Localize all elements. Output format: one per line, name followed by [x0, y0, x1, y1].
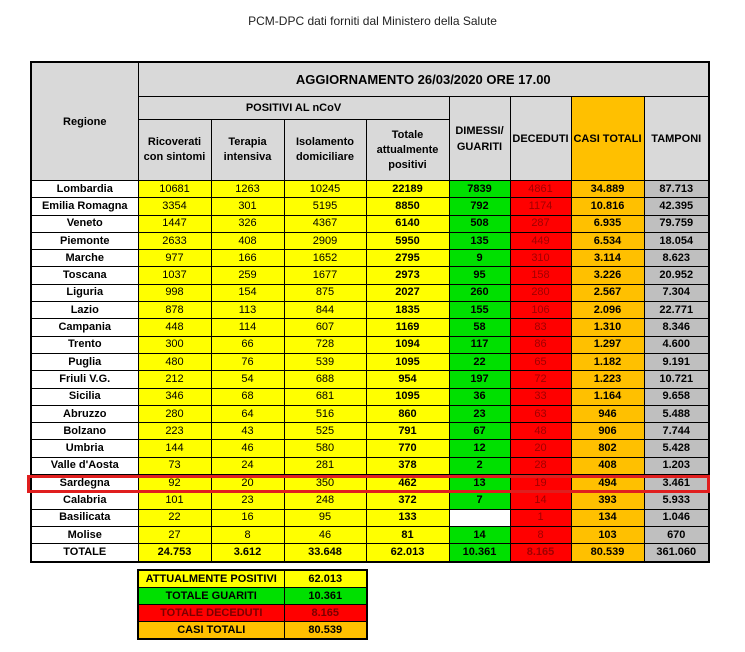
terapia-value: 326 — [211, 215, 284, 232]
terapia-value: 301 — [211, 198, 284, 215]
terapia-value: 3.612 — [211, 544, 284, 562]
header-terapia: Terapia intensiva — [211, 120, 284, 181]
casi-totali-value: 946 — [571, 405, 644, 422]
deceduti-value: 4861 — [510, 181, 571, 198]
tamponi-value: 42.395 — [644, 198, 709, 215]
terapia-value: 24 — [211, 457, 284, 474]
isolamento-value: 580 — [284, 440, 366, 457]
totale-positivi-value: 1095 — [366, 353, 449, 370]
deceduti-value: 287 — [510, 215, 571, 232]
casi-totali-value: 10.816 — [571, 198, 644, 215]
dimessi-value: 12 — [449, 440, 510, 457]
isolamento-value: 688 — [284, 371, 366, 388]
deceduti-value: 63 — [510, 405, 571, 422]
deceduti-value: 8.165 — [510, 544, 571, 562]
isolamento-value: 844 — [284, 302, 366, 319]
region-name: Sicilia — [31, 388, 138, 405]
region-name: Basilicata — [31, 509, 138, 526]
ricoverati-value: 2633 — [138, 232, 211, 249]
casi-totali-value: 408 — [571, 457, 644, 474]
terapia-value: 113 — [211, 302, 284, 319]
isolamento-value: 46 — [284, 526, 366, 543]
header-deceduti: DECEDUTI — [510, 97, 571, 181]
isolamento-value: 10245 — [284, 181, 366, 198]
header-totale-positivi: Totale attualmente positivi — [366, 120, 449, 181]
summary-row — [138, 622, 367, 640]
summary-label: ATTUALMENTE POSITIVI — [138, 570, 284, 588]
dimessi-value: 155 — [449, 302, 510, 319]
deceduti-value: 28 — [510, 457, 571, 474]
totale-positivi-value: 372 — [366, 492, 449, 509]
ricoverati-value: 1447 — [138, 215, 211, 232]
deceduti-value: 106 — [510, 302, 571, 319]
ricoverati-value: 22 — [138, 509, 211, 526]
casi-totali-value: 34.889 — [571, 181, 644, 198]
ricoverati-value: 448 — [138, 319, 211, 336]
terapia-value: 20 — [211, 475, 284, 492]
ricoverati-value: 977 — [138, 250, 211, 267]
ricoverati-value: 1037 — [138, 267, 211, 284]
regional-data-table — [30, 61, 710, 563]
tamponi-value: 670 — [644, 526, 709, 543]
totale-positivi-value: 2795 — [366, 250, 449, 267]
isolamento-value: 1677 — [284, 267, 366, 284]
isolamento-value: 281 — [284, 457, 366, 474]
table-row — [31, 215, 709, 232]
table-row — [31, 250, 709, 267]
summary-row — [138, 570, 367, 588]
ricoverati-value: 998 — [138, 284, 211, 301]
tamponi-value: 5.933 — [644, 492, 709, 509]
ricoverati-value: 480 — [138, 353, 211, 370]
dimessi-value: 7 — [449, 492, 510, 509]
tamponi-value: 87.713 — [644, 181, 709, 198]
tamponi-value: 9.191 — [644, 353, 709, 370]
header-regione: Regione — [31, 62, 138, 181]
ricoverati-value: 92 — [138, 475, 211, 492]
isolamento-value: 728 — [284, 336, 366, 353]
totale-positivi-value: 22189 — [366, 181, 449, 198]
summary-row — [138, 588, 367, 605]
isolamento-value: 525 — [284, 423, 366, 440]
totale-positivi-value: 791 — [366, 423, 449, 440]
table-row — [31, 440, 709, 457]
tamponi-value: 20.952 — [644, 267, 709, 284]
isolamento-value: 875 — [284, 284, 366, 301]
tamponi-value: 79.759 — [644, 215, 709, 232]
ricoverati-value: 144 — [138, 440, 211, 457]
header-update: AGGIORNAMENTO 26/03/2020 ORE 17.00 — [138, 62, 709, 97]
ricoverati-value: 300 — [138, 336, 211, 353]
table-row — [31, 423, 709, 440]
totals-row — [31, 544, 709, 562]
dimessi-value: 7839 — [449, 181, 510, 198]
deceduti-value: 8 — [510, 526, 571, 543]
totale-positivi-value: 462 — [366, 475, 449, 492]
region-name: Friuli V.G. — [31, 371, 138, 388]
dimessi-value: 13 — [449, 475, 510, 492]
summary-value: 8.165 — [284, 605, 367, 622]
region-name: Puglia — [31, 353, 138, 370]
header-positivi: POSITIVI AL nCoV — [138, 97, 449, 120]
totale-positivi-value: 1095 — [366, 388, 449, 405]
table-row — [31, 353, 709, 370]
summary-value: 10.361 — [284, 588, 367, 605]
table-row — [31, 526, 709, 543]
dimessi-value: 95 — [449, 267, 510, 284]
isolamento-value: 681 — [284, 388, 366, 405]
casi-totali-value: 6.534 — [571, 232, 644, 249]
casi-totali-value: 1.297 — [571, 336, 644, 353]
terapia-value: 23 — [211, 492, 284, 509]
totale-positivi-value: 5950 — [366, 232, 449, 249]
region-name: Toscana — [31, 267, 138, 284]
tamponi-value: 1.203 — [644, 457, 709, 474]
casi-totali-value: 2.096 — [571, 302, 644, 319]
deceduti-value: 1 — [510, 509, 571, 526]
ricoverati-value: 27 — [138, 526, 211, 543]
ricoverati-value: 73 — [138, 457, 211, 474]
tamponi-value: 5.428 — [644, 440, 709, 457]
totale-positivi-value: 860 — [366, 405, 449, 422]
header-ricoverati: Ricoverati con sintomi — [138, 120, 211, 181]
totale-positivi-value: 62.013 — [366, 544, 449, 562]
ricoverati-value: 24.753 — [138, 544, 211, 562]
casi-totali-value: 3.226 — [571, 267, 644, 284]
casi-totali-value: 134 — [571, 509, 644, 526]
summary-value: 62.013 — [284, 570, 367, 588]
isolamento-value: 2909 — [284, 232, 366, 249]
table-row — [31, 267, 709, 284]
tamponi-value: 4.600 — [644, 336, 709, 353]
header-isolamento: Isolamento domiciliare — [284, 120, 366, 181]
region-name: Valle d'Aosta — [31, 457, 138, 474]
header-casi-totali: CASI TOTALI — [571, 97, 644, 181]
terapia-value: 1263 — [211, 181, 284, 198]
table-row — [31, 475, 709, 492]
table-row — [31, 457, 709, 474]
casi-totali-value: 494 — [571, 475, 644, 492]
ricoverati-value: 223 — [138, 423, 211, 440]
casi-totali-value: 1.223 — [571, 371, 644, 388]
terapia-value: 114 — [211, 319, 284, 336]
deceduti-value: 14 — [510, 492, 571, 509]
tamponi-value: 361.060 — [644, 544, 709, 562]
casi-totali-value: 103 — [571, 526, 644, 543]
casi-totali-value: 6.935 — [571, 215, 644, 232]
casi-totali-value: 1.310 — [571, 319, 644, 336]
region-name: Lombardia — [31, 181, 138, 198]
dimessi-value: 792 — [449, 198, 510, 215]
table-row — [31, 405, 709, 422]
casi-totali-value: 3.114 — [571, 250, 644, 267]
summary-label: TOTALE GUARITI — [138, 588, 284, 605]
totale-positivi-value: 81 — [366, 526, 449, 543]
ricoverati-value: 346 — [138, 388, 211, 405]
dimessi-value: 14 — [449, 526, 510, 543]
ricoverati-value: 212 — [138, 371, 211, 388]
terapia-value: 259 — [211, 267, 284, 284]
dimessi-value: 135 — [449, 232, 510, 249]
dimessi-value: 2 — [449, 457, 510, 474]
deceduti-value: 19 — [510, 475, 571, 492]
page-title: PCM-DPC dati forniti dal Ministero della Salute — [248, 14, 497, 28]
dimessi-value: 58 — [449, 319, 510, 336]
region-name: TOTALE — [31, 544, 138, 562]
isolamento-value: 95 — [284, 509, 366, 526]
dimessi-value: 10.361 — [449, 544, 510, 562]
dimessi-value: 22 — [449, 353, 510, 370]
table-row — [31, 232, 709, 249]
region-name: Liguria — [31, 284, 138, 301]
deceduti-value: 83 — [510, 319, 571, 336]
table-row — [31, 302, 709, 319]
tamponi-value: 8.346 — [644, 319, 709, 336]
terapia-value: 66 — [211, 336, 284, 353]
terapia-value: 54 — [211, 371, 284, 388]
header-tamponi: TAMPONI — [644, 97, 709, 181]
terapia-value: 76 — [211, 353, 284, 370]
table-row — [31, 492, 709, 509]
tamponi-value: 7.304 — [644, 284, 709, 301]
casi-totali-value: 393 — [571, 492, 644, 509]
summary-label: TOTALE DECEDUTI — [138, 605, 284, 622]
terapia-value: 166 — [211, 250, 284, 267]
region-name: Campania — [31, 319, 138, 336]
region-name: Molise — [31, 526, 138, 543]
table-row — [31, 371, 709, 388]
tamponi-value: 5.488 — [644, 405, 709, 422]
table-row — [31, 284, 709, 301]
totale-positivi-value: 2973 — [366, 267, 449, 284]
region-name: Marche — [31, 250, 138, 267]
region-name: Sardegna — [31, 475, 138, 492]
deceduti-value: 158 — [510, 267, 571, 284]
totale-positivi-value: 1094 — [366, 336, 449, 353]
region-name: Trento — [31, 336, 138, 353]
summary-label: CASI TOTALI — [138, 622, 284, 640]
deceduti-value: 449 — [510, 232, 571, 249]
casi-totali-value: 1.164 — [571, 388, 644, 405]
totale-positivi-value: 133 — [366, 509, 449, 526]
summary-value: 80.539 — [284, 622, 367, 640]
region-name: Piemonte — [31, 232, 138, 249]
totale-positivi-value: 6140 — [366, 215, 449, 232]
casi-totali-value: 80.539 — [571, 544, 644, 562]
tamponi-value: 7.744 — [644, 423, 709, 440]
dimessi-value — [449, 509, 510, 526]
isolamento-value: 516 — [284, 405, 366, 422]
tamponi-value: 1.046 — [644, 509, 709, 526]
region-name: Umbria — [31, 440, 138, 457]
dimessi-value: 36 — [449, 388, 510, 405]
ricoverati-value: 10681 — [138, 181, 211, 198]
isolamento-value: 33.648 — [284, 544, 366, 562]
deceduti-value: 33 — [510, 388, 571, 405]
tamponi-value: 10.721 — [644, 371, 709, 388]
isolamento-value: 248 — [284, 492, 366, 509]
ricoverati-value: 3354 — [138, 198, 211, 215]
region-name: Calabria — [31, 492, 138, 509]
region-name: Abruzzo — [31, 405, 138, 422]
totale-positivi-value: 770 — [366, 440, 449, 457]
isolamento-value: 539 — [284, 353, 366, 370]
table-row — [31, 181, 709, 198]
table-row — [31, 319, 709, 336]
ricoverati-value: 878 — [138, 302, 211, 319]
tamponi-value: 8.623 — [644, 250, 709, 267]
terapia-value: 68 — [211, 388, 284, 405]
dimessi-value: 23 — [449, 405, 510, 422]
summary-row — [138, 605, 367, 622]
terapia-value: 43 — [211, 423, 284, 440]
dimessi-value: 67 — [449, 423, 510, 440]
dimessi-value: 9 — [449, 250, 510, 267]
terapia-value: 46 — [211, 440, 284, 457]
deceduti-value: 48 — [510, 423, 571, 440]
deceduti-value: 1174 — [510, 198, 571, 215]
isolamento-value: 5195 — [284, 198, 366, 215]
terapia-value: 8 — [211, 526, 284, 543]
table-row — [31, 509, 709, 526]
deceduti-value: 86 — [510, 336, 571, 353]
totale-positivi-value: 1169 — [366, 319, 449, 336]
table-row — [31, 198, 709, 215]
region-name: Veneto — [31, 215, 138, 232]
casi-totali-value: 1.182 — [571, 353, 644, 370]
totale-positivi-value: 1835 — [366, 302, 449, 319]
isolamento-value: 350 — [284, 475, 366, 492]
dimessi-value: 117 — [449, 336, 510, 353]
terapia-value: 16 — [211, 509, 284, 526]
summary-table — [137, 569, 368, 640]
tamponi-value: 22.771 — [644, 302, 709, 319]
table-row — [31, 336, 709, 353]
region-name: Emilia Romagna — [31, 198, 138, 215]
totale-positivi-value: 8850 — [366, 198, 449, 215]
table-row — [31, 388, 709, 405]
casi-totali-value: 2.567 — [571, 284, 644, 301]
deceduti-value: 310 — [510, 250, 571, 267]
isolamento-value: 4367 — [284, 215, 366, 232]
isolamento-value: 607 — [284, 319, 366, 336]
terapia-value: 154 — [211, 284, 284, 301]
terapia-value: 408 — [211, 232, 284, 249]
terapia-value: 64 — [211, 405, 284, 422]
isolamento-value: 1652 — [284, 250, 366, 267]
casi-totali-value: 906 — [571, 423, 644, 440]
dimessi-value: 508 — [449, 215, 510, 232]
header-dimessi: DIMESSI/ GUARITI — [449, 97, 510, 181]
tamponi-value: 18.054 — [644, 232, 709, 249]
ricoverati-value: 280 — [138, 405, 211, 422]
region-name: Lazio — [31, 302, 138, 319]
deceduti-value: 72 — [510, 371, 571, 388]
deceduti-value: 65 — [510, 353, 571, 370]
deceduti-value: 20 — [510, 440, 571, 457]
region-name: Bolzano — [31, 423, 138, 440]
ricoverati-value: 101 — [138, 492, 211, 509]
deceduti-value: 280 — [510, 284, 571, 301]
totale-positivi-value: 954 — [366, 371, 449, 388]
tamponi-value: 3.461 — [644, 475, 709, 492]
totale-positivi-value: 378 — [366, 457, 449, 474]
tamponi-value: 9.658 — [644, 388, 709, 405]
dimessi-value: 197 — [449, 371, 510, 388]
totale-positivi-value: 2027 — [366, 284, 449, 301]
casi-totali-value: 802 — [571, 440, 644, 457]
dimessi-value: 260 — [449, 284, 510, 301]
